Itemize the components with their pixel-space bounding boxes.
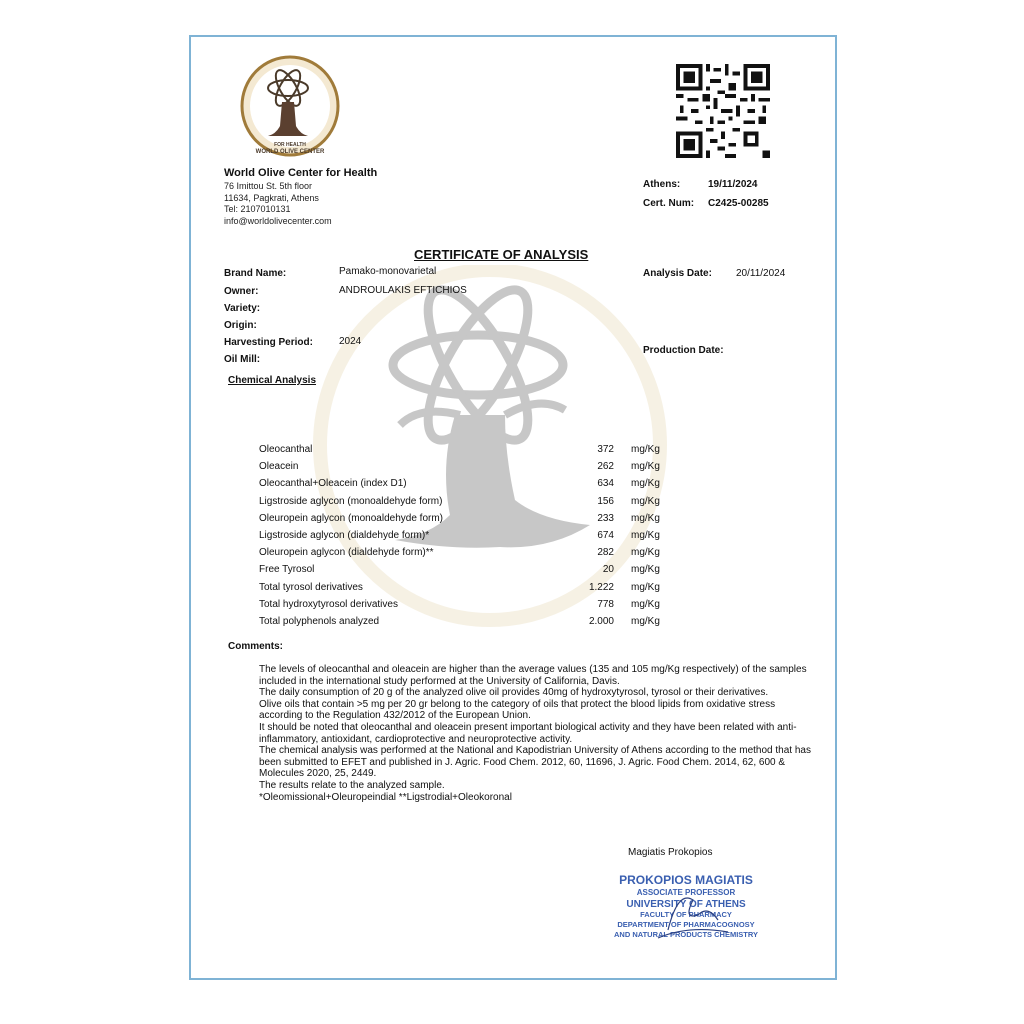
comment-footnote: *Oleomissional+Oleuropeindial **Ligstrodial+Oleokoronal — [259, 791, 512, 803]
chemical-row-value: 233 — [597, 513, 614, 524]
svg-text:DEPARTMENT OF PHARMACOGNOSY: DEPARTMENT OF PHARMACOGNOSY — [617, 920, 755, 929]
chemical-row-name: Total polyphenols analyzed — [259, 616, 380, 627]
chemical-row-unit: mg/Kg — [631, 547, 660, 558]
address-line: 11634, Pagkrati, Athens — [224, 193, 319, 203]
analysis-date-value: 20/11/2024 — [736, 268, 786, 279]
chemical-row-unit: mg/Kg — [631, 582, 660, 593]
comments-label: Comments: — [228, 641, 284, 652]
cert-number: C2425-00285 — [708, 198, 769, 209]
certificate-date: 19/11/2024 — [708, 179, 758, 190]
chemical-row-value: 634 — [597, 478, 614, 489]
chemical-row-value: 262 — [597, 461, 614, 472]
chemical-row-name: Oleocanthal+Oleacein (index D1) — [259, 478, 407, 489]
signer-name: Magiatis Prokopios — [628, 847, 713, 858]
chemical-row-value: 282 — [597, 547, 614, 558]
brand-name-value: Pamako-monovarietal — [339, 266, 437, 277]
svg-text:WORLD OLIVE CENTER: WORLD OLIVE CENTER — [255, 149, 325, 155]
comment-paragraph: The daily consumption of 20 g of the analyzed olive oil provides 40mg of hydroxytyrosol, tyrosol or their derivatives. — [259, 687, 769, 699]
comment-paragraph: The results relate to the analyzed sample. — [259, 779, 445, 791]
comment-paragraph: It should be noted that oleocanthal and oleacein present important biological activity and they have been related with anti-inflammatory, antioxidant, cardioprotective and neuroprotective activity. — [259, 721, 797, 745]
chemical-row-name: Oleuropein aglycon (monoaldehyde form) — [259, 513, 443, 524]
chemical-row-name: Total hydroxytyrosol derivatives — [259, 599, 398, 610]
svg-text:PROKOPIOS MAGIATIS: PROKOPIOS MAGIATIS — [619, 873, 753, 887]
chemical-row-unit: mg/Kg — [631, 513, 660, 524]
svg-text:AND NATURAL PRODUCTS CHEMISTRY: AND NATURAL PRODUCTS CHEMISTRY — [613, 930, 759, 939]
cert-num-label: Cert. Num: — [643, 198, 695, 209]
comment-paragraph: The chemical analysis was performed at the National and Kapodistrian University of Athens according to the method that has been submitted to EFET and published in J. Agric. Food Chem. 2012, 60, 11696, J. Agric. Food Chem. 2014, 62, 600 & Molecules 2020, 25, 2449. — [259, 745, 811, 780]
chemical-row-name: Free Tyrosol — [259, 564, 315, 575]
certificate-title: CERTIFICATE OF ANALYSIS — [414, 247, 589, 262]
chemical-row-name: Ligstroside aglycon (dialdehyde form)* — [259, 530, 430, 541]
chemical-row-unit: mg/Kg — [631, 461, 660, 472]
analysis-date-label: Analysis Date: — [643, 268, 712, 279]
chemical-row-unit: mg/Kg — [631, 564, 660, 575]
svg-text:UNIVERSITY OF ATHENS: UNIVERSITY OF ATHENS — [626, 899, 746, 910]
email-line: info@worldolivecenter.com — [224, 216, 332, 226]
chemical-row-value: 20 — [602, 564, 614, 575]
address-line: 76 Imittou St. 5th floor — [224, 181, 313, 191]
chemical-row-name: Oleuropein aglycon (dialdehyde form)** — [259, 547, 434, 558]
production-date-label: Production Date: — [643, 345, 724, 356]
svg-text:FOR HEALTH: FOR HEALTH — [274, 142, 306, 148]
phone-line: Tel: 2107010131 — [224, 204, 291, 214]
comment-paragraph: The levels of oleocanthal and oleacein are higher than the average values (135 and 105 mg/Kg respectively) of the samples included in the international study performed at the University of California, Davis. — [259, 664, 807, 687]
world-olive-center-logo — [238, 54, 342, 166]
harvesting-period-value: 2024 — [339, 336, 362, 347]
organization-name: World Olive Center for Health — [224, 167, 378, 179]
chemical-row-name: Total tyrosol derivatives — [259, 582, 363, 593]
chemical-row-name: Oleacein — [259, 461, 299, 472]
chemical-row-unit: mg/Kg — [631, 496, 660, 507]
oil-mill-label: Oil Mill: — [224, 354, 261, 365]
chemical-row-unit: mg/Kg — [631, 478, 660, 489]
svg-text:ASSOCIATE PROFESSOR: ASSOCIATE PROFESSOR — [636, 888, 736, 897]
chemical-row-unit: mg/Kg — [631, 444, 660, 455]
comment-paragraph: Olive oils that contain >5 mg per 20 gr belong to the category of oils that protect the blood lipids from oxidative stress according to the Regulation 432/2012 of the European Union. — [259, 698, 776, 722]
chemical-analysis-heading: Chemical Analysis — [228, 375, 317, 386]
chemical-row-value: 674 — [597, 530, 614, 541]
chemical-row-unit: mg/Kg — [631, 599, 660, 610]
chemical-row-unit: mg/Kg — [631, 530, 660, 541]
chemical-row-value: 778 — [597, 599, 614, 610]
harvesting-period-label: Harvesting Period: — [224, 337, 313, 348]
chemical-row-unit: mg/Kg — [631, 616, 660, 627]
chemical-row-value: 2.000 — [588, 616, 614, 627]
university-stamp — [598, 870, 774, 942]
owner-label: Owner: — [224, 286, 259, 297]
place-label: Athens: — [643, 179, 681, 190]
origin-label: Origin: — [224, 320, 257, 331]
chemical-row-value: 156 — [597, 496, 614, 507]
qr-code — [676, 64, 770, 158]
comments-block — [259, 664, 819, 803]
chemical-row-name: Ligstroside aglycon (monoaldehyde form) — [259, 496, 443, 507]
chemical-row-value: 372 — [597, 444, 614, 455]
svg-text:FACULTY OF PHARMACY: FACULTY OF PHARMACY — [640, 910, 732, 919]
brand-name-label: Brand Name: — [224, 268, 287, 279]
owner-value: ANDROULAKIS EFTICHIOS — [339, 285, 467, 296]
chemical-row-name: Oleocanthal — [259, 444, 313, 455]
chemical-row-value: 1.222 — [588, 582, 614, 593]
variety-label: Variety: — [224, 303, 261, 314]
